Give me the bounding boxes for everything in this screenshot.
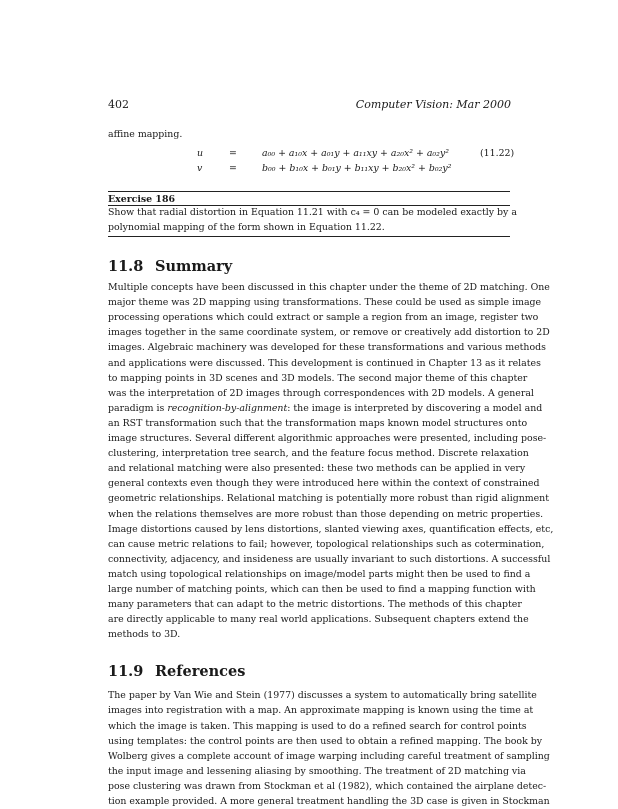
paragraph-line: tion example provided. A more general treatment handling the 3D case is given in Stockman bbox=[108, 796, 550, 807]
equation-relation: = bbox=[229, 163, 237, 174]
paragraph-line: using templates: the control points are then used to obtain a refined mapping. The book by bbox=[108, 735, 543, 747]
paragraph-line: paradigm is recognition-by-alignment: the image is interpreted by discovering a model and bbox=[108, 402, 543, 414]
intro-text: affine mapping. bbox=[108, 129, 183, 140]
paragraph-line: the input image and lessening aliasing by smoothing. The treatment of 2D matching via bbox=[108, 765, 526, 777]
section-number: 11.8 bbox=[108, 258, 144, 275]
paragraph-line: an RST transformation such that the transformation maps known model structures onto bbox=[108, 417, 528, 429]
section-title: Summary bbox=[155, 258, 233, 275]
paragraph-line: to mapping points in 3D scenes and 3D models. The second major theme of this chapter bbox=[108, 372, 528, 384]
paragraph-line: The paper by Van Wie and Stein (1977) discusses a system to automatically bring satellite bbox=[108, 690, 537, 702]
paragraph-line: images. Algebraic machinery was developed for these transformations and various methods bbox=[108, 342, 546, 354]
exercise-line: polynomial mapping of the form shown in Equation 11.22. bbox=[108, 222, 385, 233]
paragraph-line: general contexts even though they were introduced here within the context of constrained bbox=[108, 478, 540, 490]
paragraph-line: was the interpretation of 2D images through correspondences with 2D models. A general bbox=[108, 387, 534, 399]
paragraph-line: when the relations themselves are more robust than those depending on metric properties. bbox=[108, 508, 544, 520]
paragraph-line: methods to 3D. bbox=[108, 629, 181, 641]
paragraph-line: and applications were discussed. This development is continued in Chapter 13 as it relates bbox=[108, 357, 541, 369]
paragraph-line: clustering, interpretation tree search, and the feature focus method. Discrete relaxation bbox=[108, 448, 529, 460]
section-heading-references bbox=[108, 663, 245, 680]
page-number: 402 bbox=[108, 98, 129, 111]
equation-lhs: v bbox=[197, 163, 203, 174]
paragraph-line: pose clustering was drawn from Stockman et al (1982), which contained the airplane detec- bbox=[108, 780, 547, 792]
equation-number: (11.22) bbox=[480, 148, 515, 159]
exercise-title: Exercise 186 bbox=[108, 194, 175, 205]
emphasized-term: recognition-by-alignment bbox=[167, 402, 288, 414]
paragraph-line: Wolberg gives a complete account of image warping including careful treatment of sampling bbox=[108, 750, 550, 762]
paragraph-line: images into registration with a map. An approximate mapping is known using the time at bbox=[108, 705, 534, 717]
section-title: References bbox=[155, 663, 246, 681]
paragraph-line: large number of matching points, which can then be used to find a mapping function with bbox=[108, 584, 536, 595]
section-number: 11.9 bbox=[108, 663, 144, 681]
paragraph-line: which the image is taken. This mapping is used to do a refined search for control points bbox=[108, 720, 527, 732]
paragraph-line: can cause metric relations to fail; however, topological relationships such as cotermination, bbox=[108, 538, 545, 550]
paragraph-line: are directly applicable to many real world applications. Subsequent chapters extend the bbox=[108, 614, 529, 626]
paragraph-line: images together in the same coordinate system, or remove or creatively add distortion to 2D bbox=[108, 327, 550, 339]
equation-rhs: b₀₀ + b₁₀x + b₀₁y + b₁₁xy + b₂₀x² + b₀₂y² bbox=[262, 163, 452, 174]
paragraph-line: Image distortions caused by lens distortions, slanted viewing axes, quantification effects, etc, bbox=[108, 523, 554, 535]
running-title: Computer Vision: Mar 2000 bbox=[355, 98, 511, 111]
paragraph-line: and relational matching were also presented: these two methods can be applied in very bbox=[108, 463, 526, 475]
equation-lhs: u bbox=[197, 148, 204, 159]
exercise-bottom-rule bbox=[108, 236, 510, 237]
paragraph-line: connectivity, adjacency, and insideness are usually invariant to such distortions. A successful bbox=[108, 553, 551, 565]
equation-relation: = bbox=[229, 148, 237, 159]
paragraph-line: processing operations which could extract or sample a region from an image, register two bbox=[108, 312, 539, 324]
paragraph-line: match using topological relationships on image/model parts might then be used to find a bbox=[108, 568, 531, 580]
paragraph-line: many parameters that can adapt to the metric distortions. The methods of this chapter bbox=[108, 599, 522, 611]
paragraph-line: Multiple concepts have been discussed in this chapter under the theme of 2D matching. One bbox=[108, 282, 550, 293]
section-heading-summary bbox=[108, 258, 232, 275]
equation-rhs: a₀₀ + a₁₀x + a₀₁y + a₁₁xy + a₂₀x² + a₀₂y² bbox=[262, 148, 449, 159]
exercise-line: Show that radial distortion in Equation 11.21 with c₄ = 0 can be modeled exactly by a bbox=[108, 207, 517, 218]
paragraph-line: geometric relationships. Relational matching is potentially more robust than rigid alignment bbox=[108, 493, 549, 505]
paragraph-line: major theme was 2D mapping using transformations. These could be used as simple image bbox=[108, 297, 542, 309]
paragraph-line: image structures. Several different algorithmic approaches were presented, including pose- bbox=[108, 433, 547, 444]
